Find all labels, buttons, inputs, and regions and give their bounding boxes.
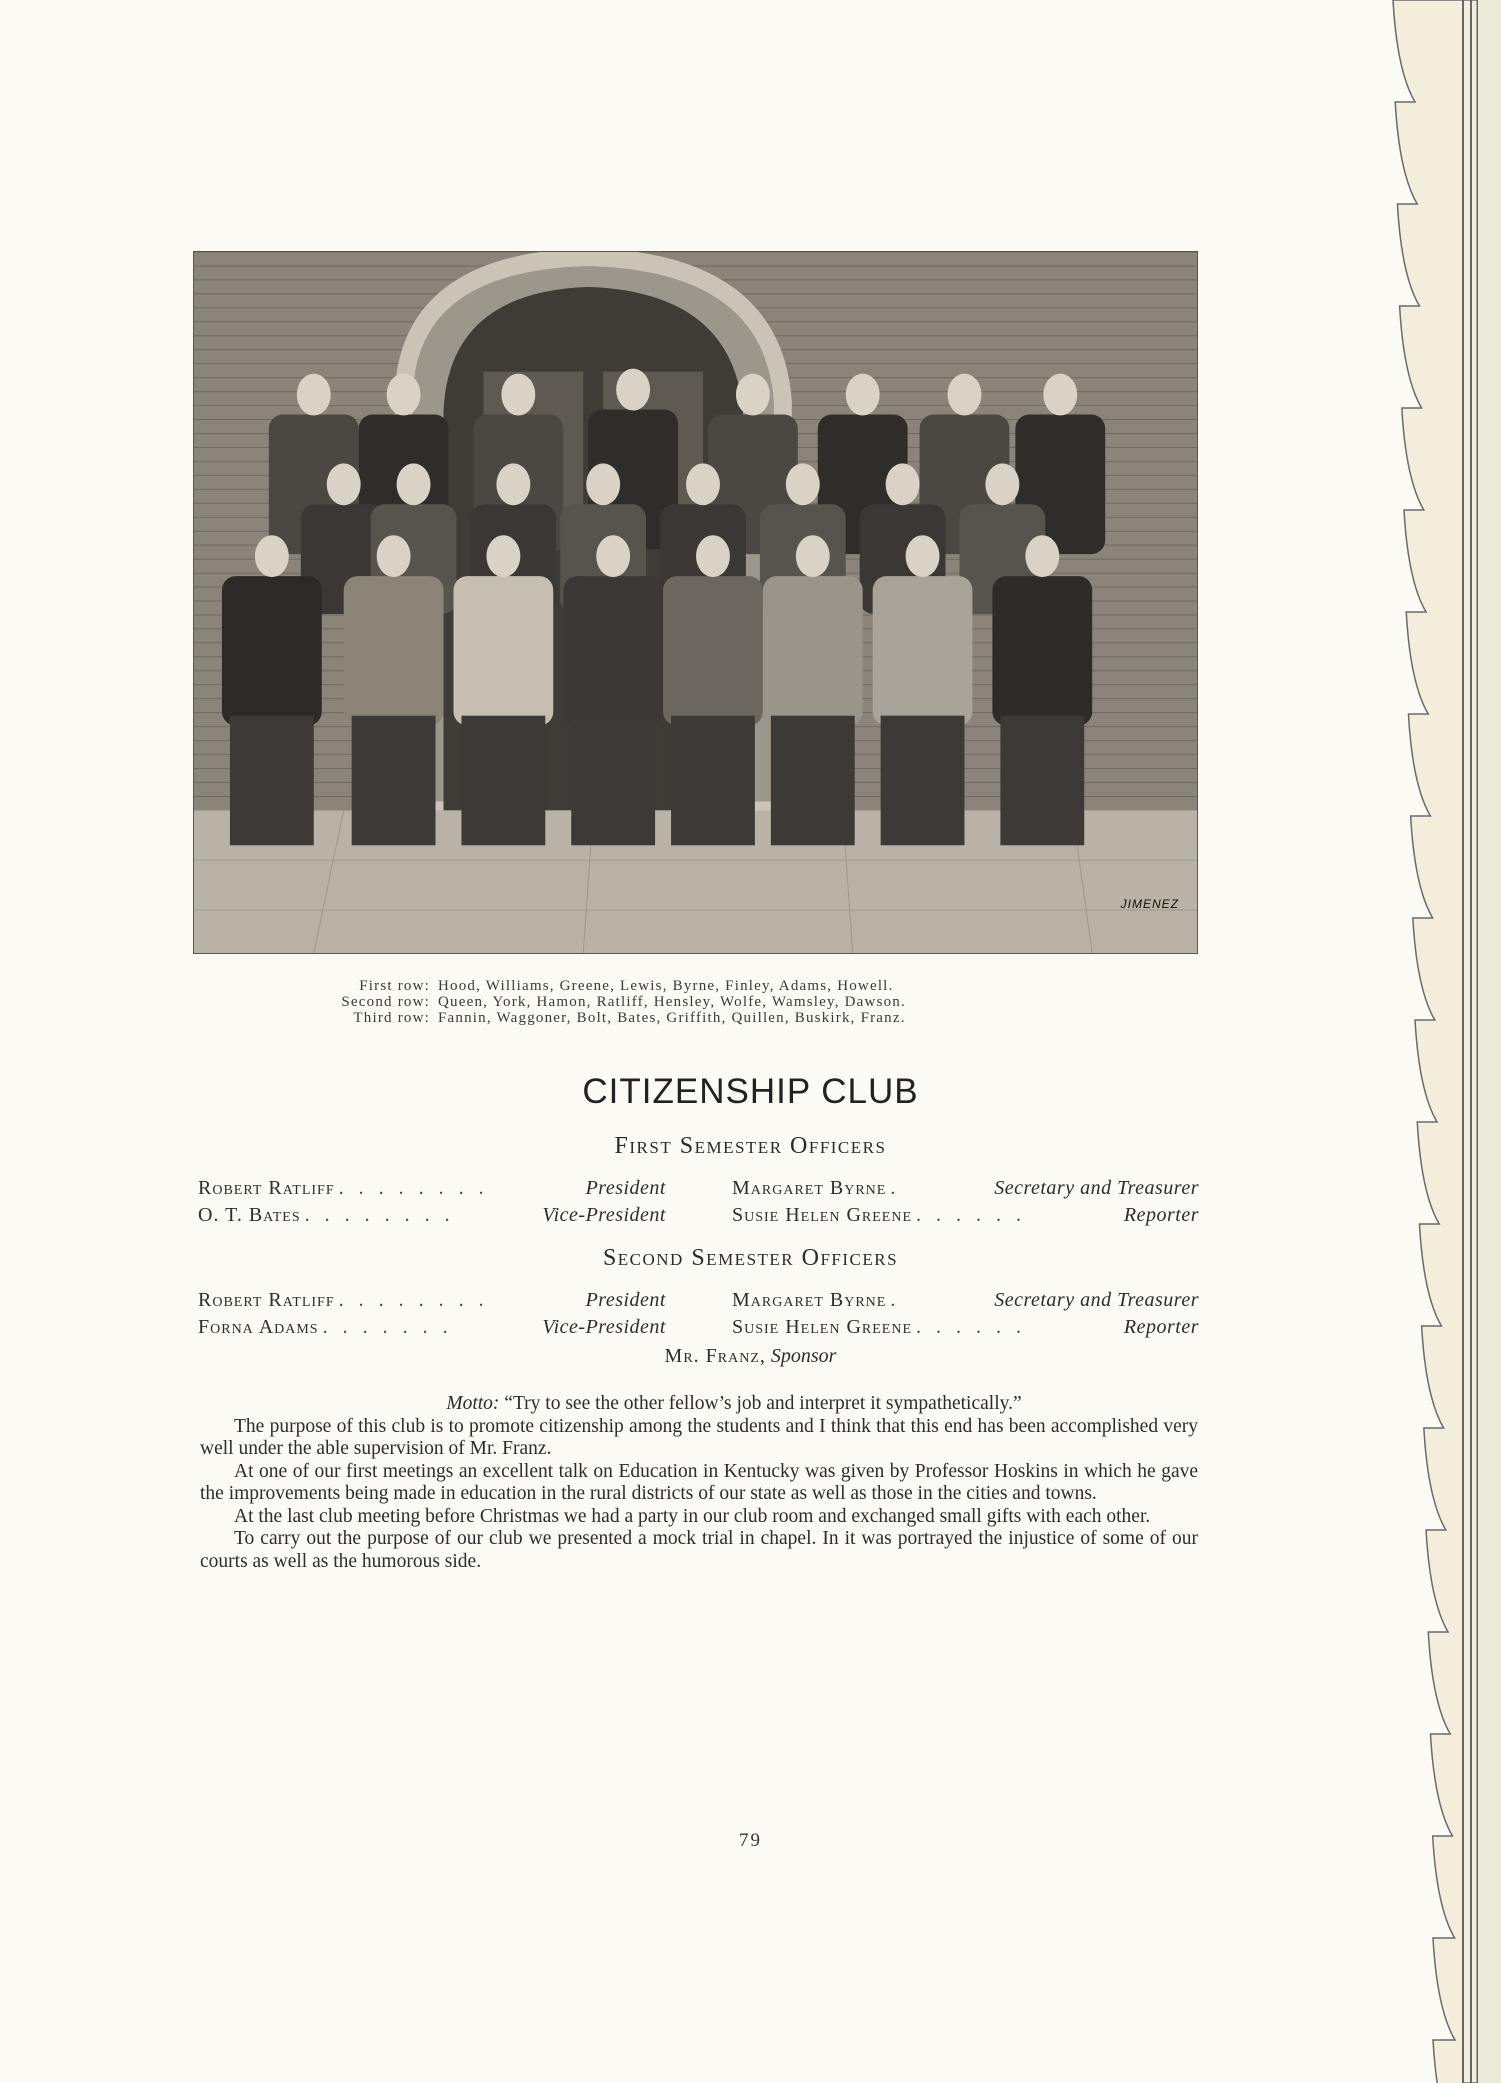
officer-name: Susie Helen Greene xyxy=(732,1204,912,1226)
paragraph: At one of our first meetings an excellent talk on Education in Kentucky was given by Professor Hoskins in which he gave the improvements being made in education in the rural districts of our state as well as those in the cities and towns. xyxy=(200,1460,1198,1504)
officer-row: Robert Ratliff . . . . . . . . President xyxy=(198,1177,666,1199)
officer-row: Margaret Byrne . Secretary and Treasurer xyxy=(732,1289,1199,1311)
officer-role: President xyxy=(585,1289,666,1311)
sponsor-role: Sponsor xyxy=(770,1345,837,1367)
officer-row: Margaret Byrne . Secretary and Treasurer xyxy=(732,1177,1199,1199)
officer-row: Robert Ratliff . . . . . . . . President xyxy=(198,1289,666,1311)
caption-row-label: Second row: xyxy=(341,994,430,1010)
caption-row xyxy=(300,978,1100,994)
officer-name: Susie Helen Greene xyxy=(732,1316,912,1338)
officer-role: Reporter xyxy=(1123,1204,1199,1226)
paragraph: To carry out the purpose of our club we presented a mock trial in chapel. In it was portrayed the injustice of some of our courts as well as the humorous side. xyxy=(200,1528,1198,1572)
officer-name: Robert Ratliff xyxy=(198,1177,335,1199)
officer-role: Secretary and Treasurer xyxy=(994,1177,1199,1199)
page-border-decoration xyxy=(1371,0,1501,2083)
motto xyxy=(200,1393,1198,1416)
paragraph: At the last club meeting before Christmas we had a party in our club room and exchanged small gifts with each other. xyxy=(234,1505,1151,1527)
sponsor-line xyxy=(0,1345,1501,1368)
club-group-photo xyxy=(193,251,1198,954)
caption-row-label: First row: xyxy=(359,978,430,994)
officer-name: Margaret Byrne xyxy=(732,1289,887,1311)
officer-role: Vice-President xyxy=(542,1204,666,1226)
club-description xyxy=(200,1393,1198,1573)
officer-row: Forna Adams . . . . . . . Vice-President xyxy=(198,1316,666,1338)
officer-role: Vice-President xyxy=(542,1316,666,1338)
officer-role: Secretary and Treasurer xyxy=(994,1289,1199,1311)
officer-role: Reporter xyxy=(1123,1316,1199,1338)
officer-name: Robert Ratliff xyxy=(198,1289,335,1311)
officer-row: Susie Helen Greene . . . . . . Reporter xyxy=(732,1204,1199,1226)
officer-name: Forna Adams xyxy=(198,1316,319,1338)
photo-caption xyxy=(300,978,1100,1026)
second-semester-heading: Second Semester Officers xyxy=(602,1245,899,1271)
officer-row: Susie Helen Greene . . . . . . Reporter xyxy=(732,1316,1199,1338)
officer-name: Margaret Byrne xyxy=(732,1177,887,1199)
caption-row-names: Hood, Williams, Greene, Lewis, Byrne, Finley, Adams, Howell. xyxy=(438,978,894,994)
caption-row-names: Queen, York, Hamon, Ratliff, Hensley, Wolfe, Wamsley, Dawson. xyxy=(438,994,906,1010)
officer-row: O. T. Bates . . . . . . . . Vice-President xyxy=(198,1204,666,1226)
photographer-signature: JIMENEZ xyxy=(1120,897,1179,911)
officer-role: President xyxy=(585,1177,666,1199)
caption-row xyxy=(300,1010,1100,1026)
club-title: CITIZENSHIP CLUB xyxy=(582,1072,919,1111)
sponsor-name: Mr. Franz, xyxy=(664,1345,766,1367)
caption-row-label: Third row: xyxy=(353,1010,430,1026)
motto-label: Motto: xyxy=(446,1393,500,1414)
page-number: 79 xyxy=(739,1830,762,1851)
motto-text: “Try to see the other fellow’s job and interpret it sympathetically.” xyxy=(504,1393,1022,1414)
first-semester-heading: First Semester Officers xyxy=(614,1133,887,1159)
officer-name: O. T. Bates xyxy=(198,1204,301,1226)
paragraph: The purpose of this club is to promote citizenship among the students and I think that this end has been accomplished very well under the able supervision of Mr. Franz. xyxy=(200,1415,1198,1459)
caption-row-names: Fannin, Waggoner, Bolt, Bates, Griffith, Quillen, Buskirk, Franz. xyxy=(438,1010,906,1026)
caption-row xyxy=(300,994,1100,1010)
